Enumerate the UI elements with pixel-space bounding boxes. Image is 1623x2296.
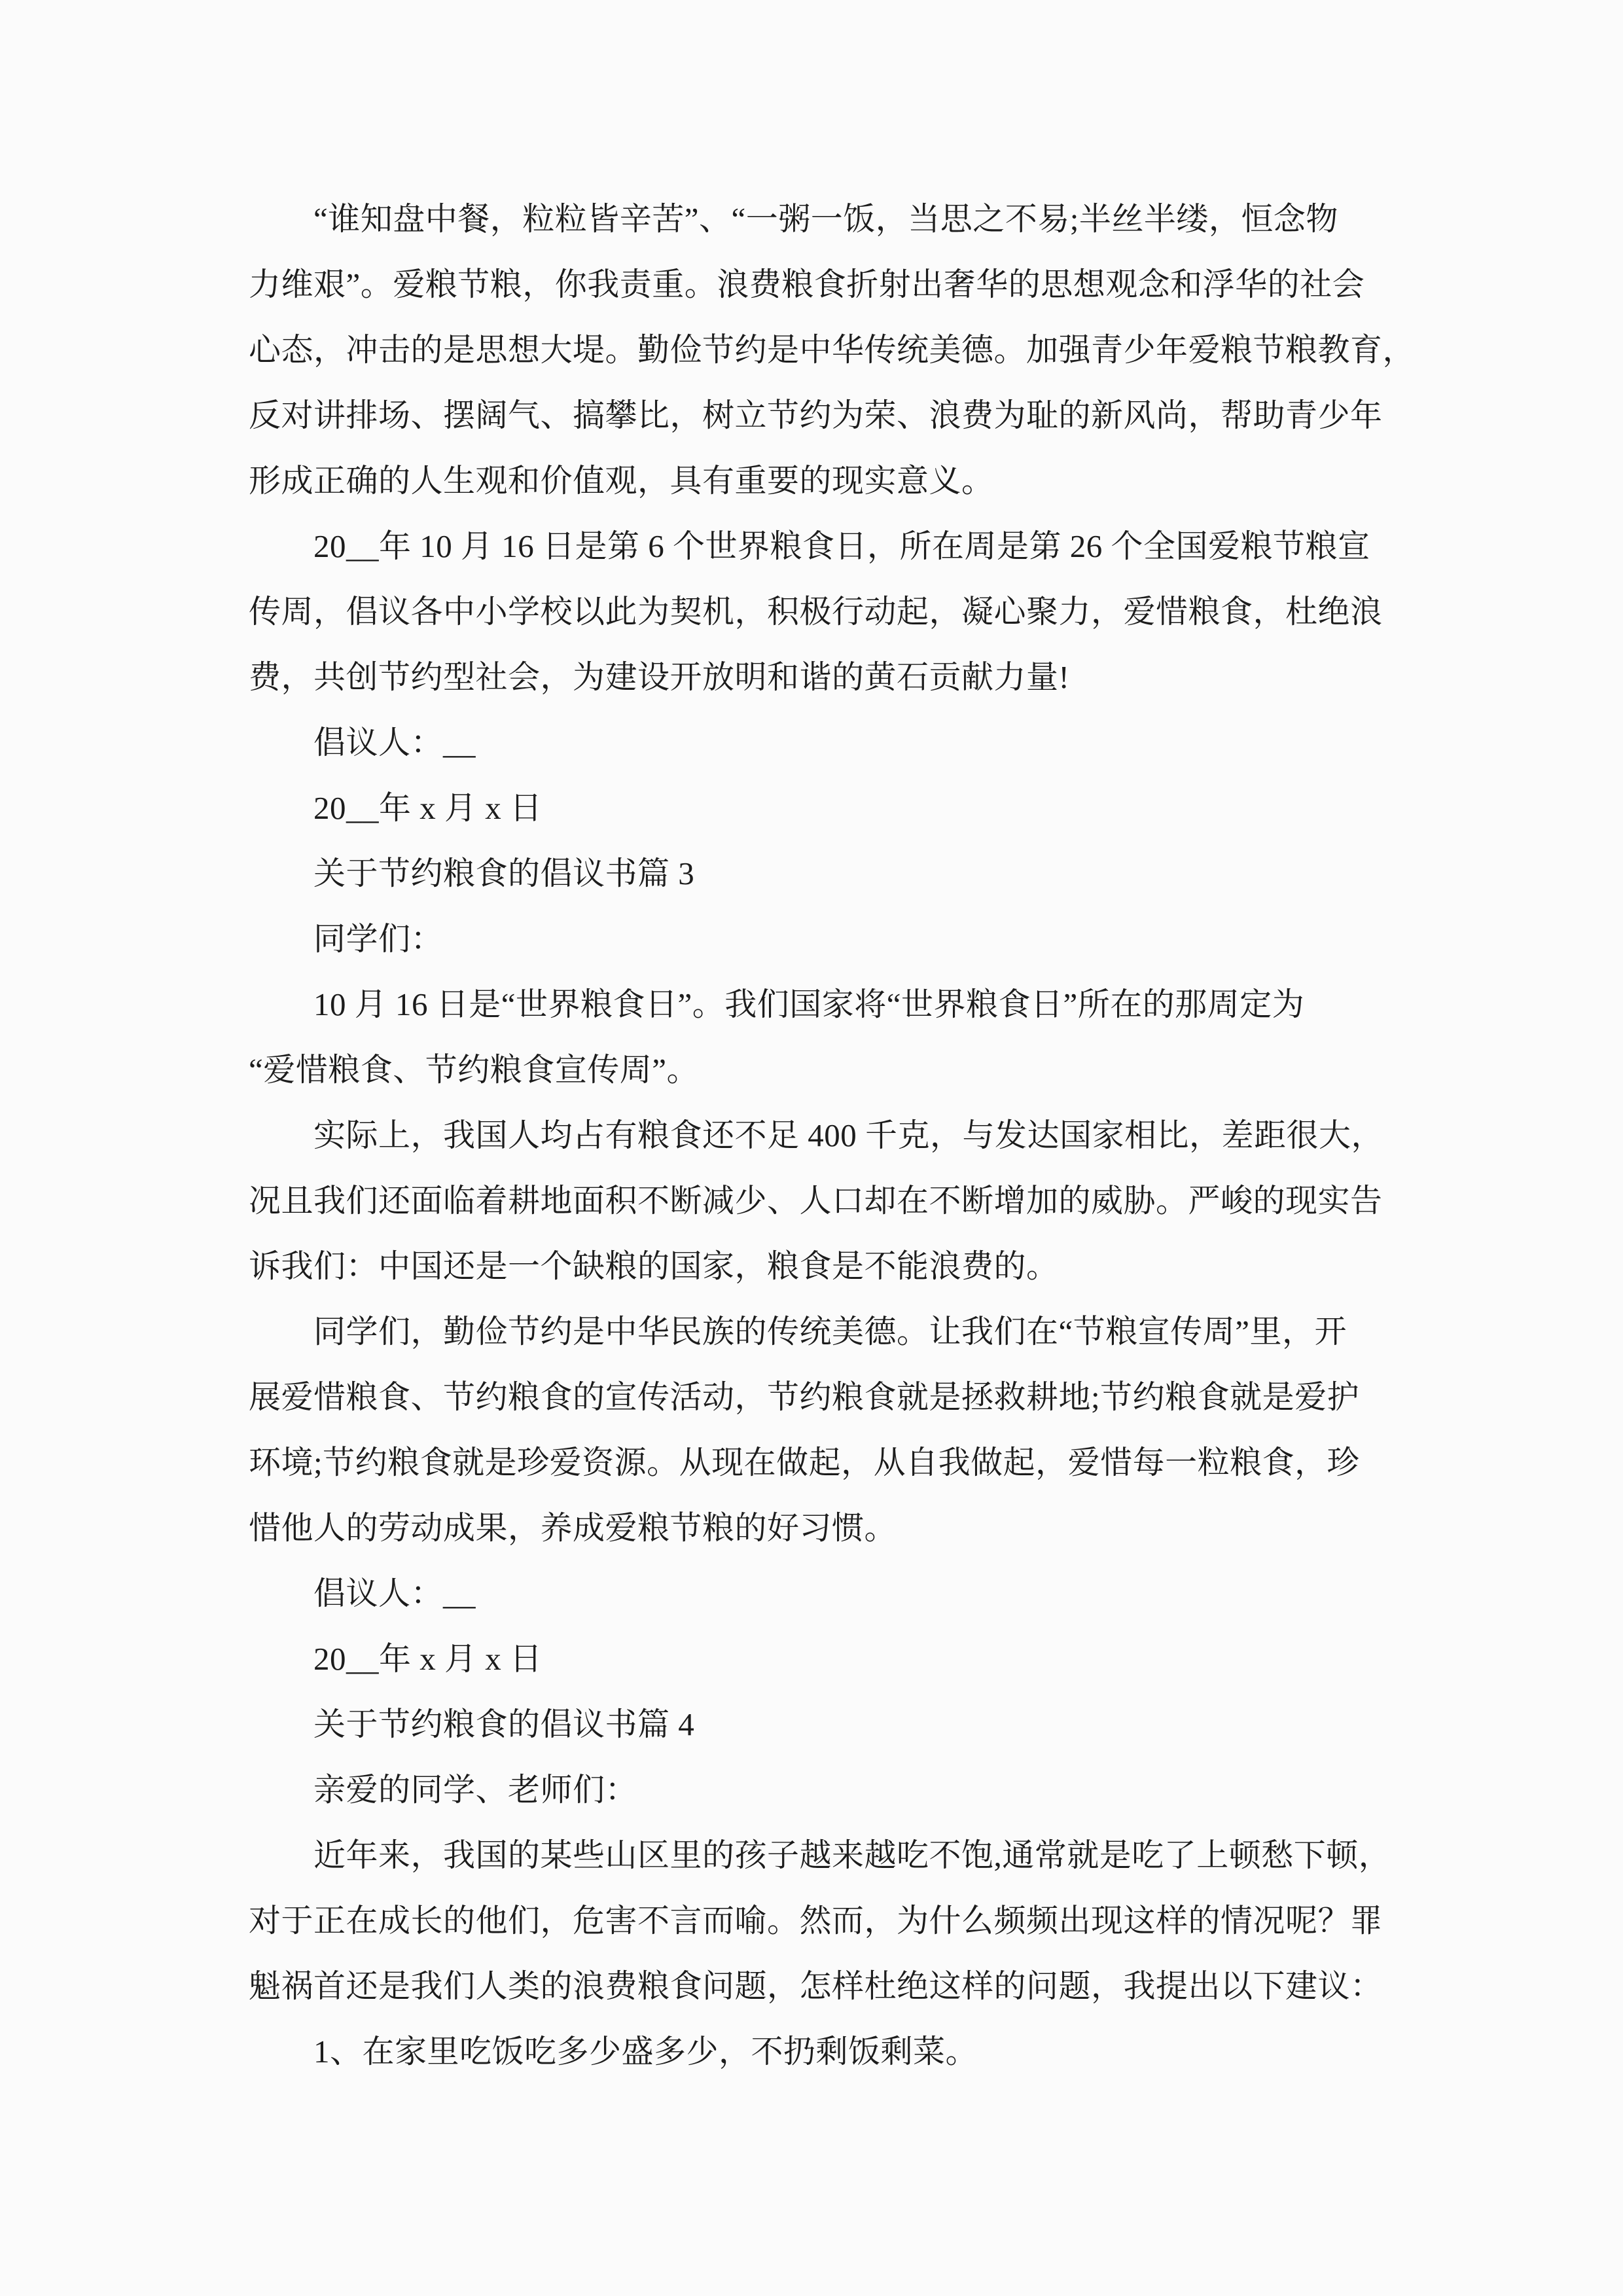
paragraph-line: 近年来，我国的某些山区里的孩子越来越吃不饱,通常就是吃了上顿愁下顿， [249,1837,1391,1873]
paragraph-line: 魁祸首还是我们人类的浪费粮食问题，怎样杜绝这样的问题，我提出以下建议： [249,1968,1383,2004]
paragraph-line: 展爱惜粮食、节约粮食的宣传活动，节约粮食就是拯救耕地;节约粮食就是爱护 [249,1379,1360,1415]
paragraph-line: “谁知盘中餐，粒粒皆辛苦”、“一粥一饭，当思之不易;半丝半缕，恒念物 [249,201,1338,237]
proposer-signature-line: 倡议人：__ [249,1575,476,1611]
paragraph-line: 力维艰”。爱粮节粮，你我责重。浪费粮食折射出奢华的思想观念和浮华的社会 [249,266,1365,302]
paragraph-line: 10 月 16 日是“世界粮食日”。我们国家将“世界粮食日”所在的那周定为 [249,986,1305,1022]
list-item-line: 1、在家里吃饭吃多少盛多少，不扔剩饭剩菜。 [249,2034,978,2070]
document-text-block [249,187,1416,2085]
section-heading-part-3: 关于节约粮食的倡议书篇 3 [249,855,695,891]
paragraph-line: 心态，冲击的是思想大堤。勤俭节约是中华传统美德。加强青少年爱粮节粮教育， [249,332,1416,368]
paragraph-line: 20__年 10 月 16 日是第 6 个世界粮食日，所在周是第 26 个全国爱粮节粮宣 [249,528,1370,564]
paragraph-line: 况且我们还面临着耕地面积不断减少、人口却在不断增加的威胁。严峻的现实告 [249,1183,1383,1219]
date-signature-line: 20__年 x 月 x 日 [249,790,543,826]
paragraph-line: 对于正在成长的他们，危害不言而喻。然而，为什么频频出现这样的情况呢？罪 [249,1903,1383,1939]
paragraph-line: 传周，倡议各中小学校以此为契机，积极行动起，凝心聚力，爱惜粮食，杜绝浪 [249,594,1383,630]
date-signature-line: 20__年 x 月 x 日 [249,1641,543,1677]
section-heading-part-4: 关于节约粮食的倡议书篇 4 [249,1706,695,1742]
paragraph-line: 实际上，我国人均占有粮食还不足 400 千克，与发达国家相比，差距很大， [249,1117,1384,1153]
paragraph-line: 环境;节约粮食就是珍爱资源。从现在做起，从自我做起，爱惜每一粒粮食，珍 [249,1444,1360,1480]
salutation-line: 同学们： [249,921,444,957]
paragraph-line: 同学们，勤俭节约是中华民族的传统美德。让我们在“节粮宣传周”里，开 [249,1314,1347,1350]
paragraph-line: 诉我们：中国还是一个缺粮的国家，粮食是不能浪费的。 [249,1248,1059,1284]
paragraph-line: 反对讲排场、摆阔气、搞攀比，树立节约为荣、浪费为耻的新风尚，帮助青少年 [249,397,1383,433]
paragraph-line: 费，共创节约型社会，为建设开放明和谐的黄石贡献力量! [249,659,1070,695]
paragraph-line: 形成正确的人生观和价值观，具有重要的现实意义。 [249,463,994,499]
paragraph-line: “爱惜粮食、节约粮食宣传周”。 [249,1052,699,1088]
salutation-line: 亲爱的同学、老师们： [249,1772,638,1808]
paragraph-line: 惜他人的劳动成果，养成爱粮节粮的好习惯。 [249,1510,897,1546]
proposer-signature-line: 倡议人：__ [249,725,476,761]
